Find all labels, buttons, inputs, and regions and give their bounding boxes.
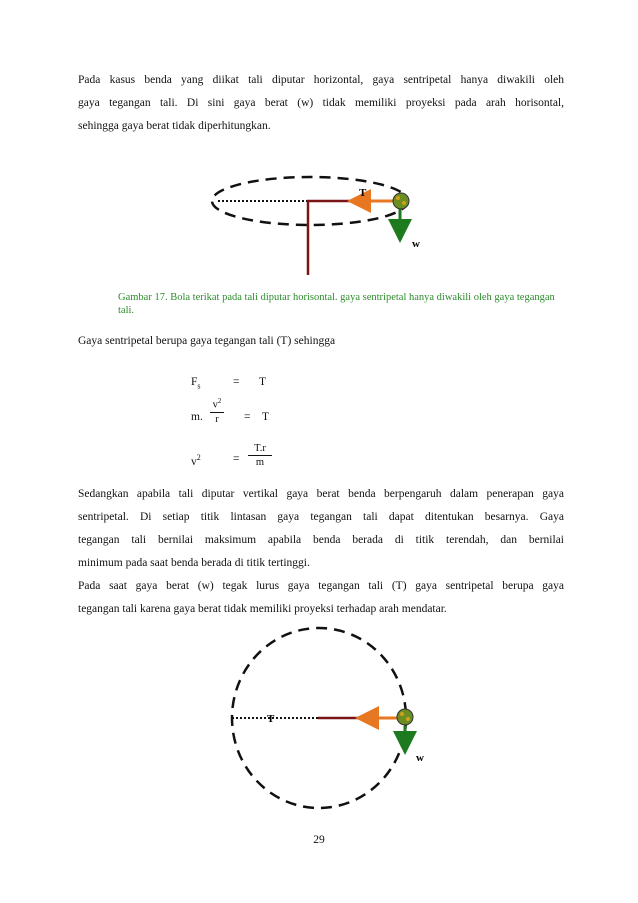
equation-lhs <box>191 453 201 468</box>
paragraph-perpendicular <box>78 575 564 621</box>
ball-texture <box>406 717 410 721</box>
equation-lhs <box>191 376 201 390</box>
ball <box>397 709 413 725</box>
tension-label: T <box>359 187 367 199</box>
rotation-rod <box>308 201 398 275</box>
weight-label: w <box>416 752 424 764</box>
fraction-bar <box>210 412 224 413</box>
tension-label: T <box>267 713 275 725</box>
paragraph-vertical <box>78 483 564 575</box>
text-line: Gaya sentripetal berupa gaya tegangan tali (T) sehingga <box>78 335 336 347</box>
fraction-numerator: T.r <box>254 443 266 454</box>
ball-texture <box>396 196 400 200</box>
eq-symbol: v <box>191 455 197 468</box>
text-line: minimum pada saat benda berada di titik tertinggi. <box>78 557 310 569</box>
eq-symbol: F <box>191 376 198 388</box>
text-line: Sedangkan apabila tali diputar vertikal gaya berat benda berpengaruh dalam penerapan gaya <box>78 488 564 500</box>
fraction-bar <box>248 455 272 456</box>
weight-label: w <box>412 238 420 250</box>
text-line: tegangan tali karena gaya berat tidak memiliki proyeksi terhadap arah mendatar. <box>78 603 447 615</box>
eq-subscript: s <box>197 381 201 391</box>
fraction <box>248 443 272 468</box>
fraction-denominator: m <box>255 457 265 468</box>
page-number: 29 <box>313 834 325 846</box>
fraction-denominator: r <box>215 413 219 425</box>
equals-sign: = <box>233 453 240 465</box>
text-line: sentripetal. Di setiap titik lintasan gaya tegangan tali dapat ditentukan besarnya. Gaya <box>78 511 564 523</box>
eq-superscript: 2 <box>196 453 201 462</box>
equals-sign: = <box>233 376 240 388</box>
eq-symbol: v <box>212 399 218 411</box>
equation-rhs: T <box>262 411 270 423</box>
equals-sign: = <box>244 411 251 423</box>
text-line: Pada saat gaya berat (w) tegak lurus gaya tegangan tali (T) gaya sentripetal berupa gaya <box>78 580 564 592</box>
equation-rhs: T <box>259 376 267 388</box>
text-line: gaya tegangan tali. Di sini gaya berat (w) tidak memiliki proyeksi pada arah horisontal, <box>78 97 564 109</box>
ball <box>393 193 409 209</box>
fraction-numerator <box>210 397 224 411</box>
equation-intro <box>78 330 564 353</box>
ball-texture <box>402 201 406 205</box>
ball-texture <box>400 712 404 716</box>
text-line: tegangan tali bernilai maksimum apabila benda berada di titik terendah, dan bernilai <box>78 534 564 546</box>
text-line: Pada kasus benda yang diikat tali diputar horizontal, gaya sentripetal hanya diwakili oleh <box>78 74 564 86</box>
figure-caption: Gambar 17. Bola terikat pada tali diputar horisontal. gaya sentripetal hanya diwakili oleh gaya tegangan tali. <box>118 292 555 316</box>
equation-lhs: m. <box>191 411 203 423</box>
text-line: sehingga gaya berat tidak diperhitungkan. <box>78 120 271 132</box>
fraction <box>210 397 224 425</box>
eq-superscript: 2 <box>217 397 222 405</box>
